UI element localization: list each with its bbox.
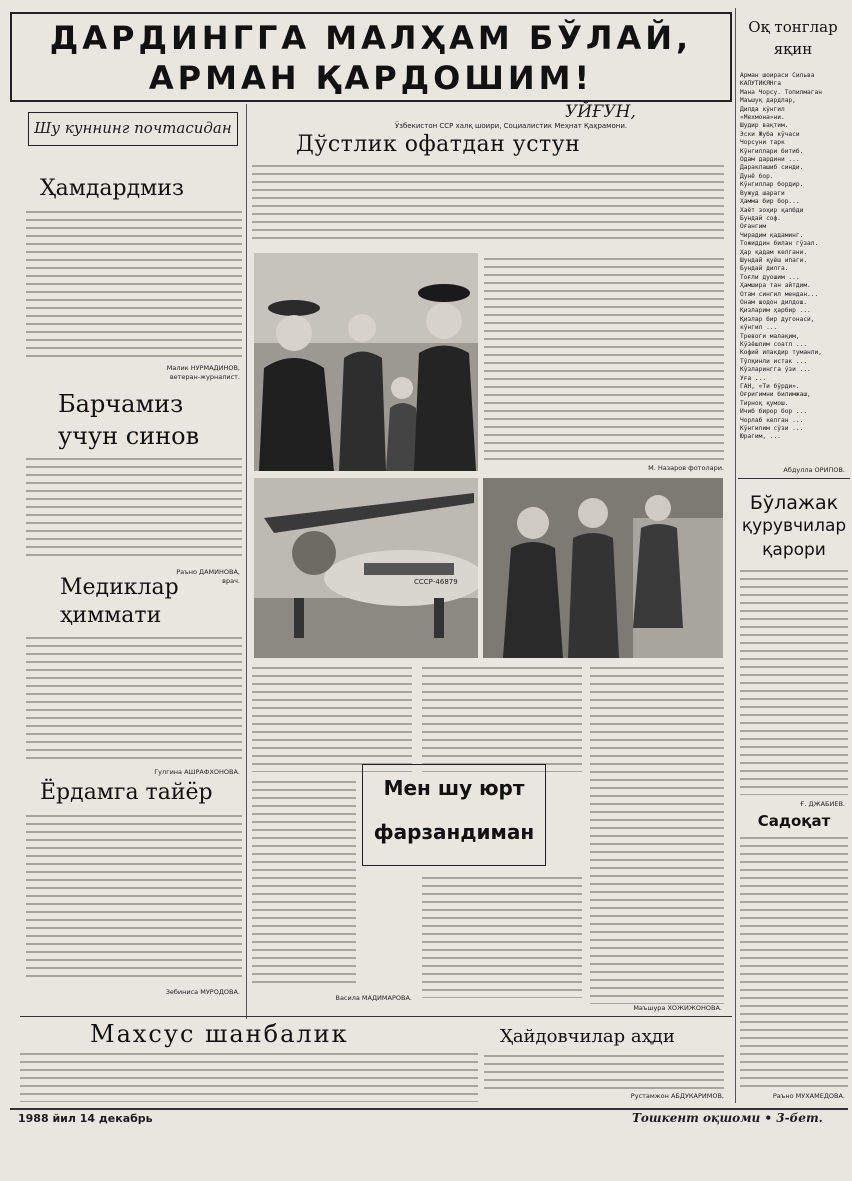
feature-box-title-2: фарзандиман (373, 820, 535, 844)
poem-line: Одам дардини ... (740, 156, 800, 164)
poem-line: Ҳамма бир бор... (740, 198, 800, 206)
poem-line: Уға ... (740, 374, 767, 382)
masthead-banner (10, 12, 732, 102)
left-tag-box (28, 112, 238, 146)
bottom-left-text (20, 1050, 478, 1102)
bottom-right-signature: Рустамжон АБДУКАРИМОВ, (484, 1092, 724, 1100)
poem-line: Эски Жуба кўчаси (740, 130, 800, 138)
feature-box-signature: Васила МАДИМАРОВА. (335, 994, 412, 1002)
left-article-1-text (26, 208, 242, 358)
footer-rule (10, 1108, 848, 1110)
poem-line: Арман шоираси Сильва (740, 72, 815, 79)
center-text-col-1 (252, 664, 412, 772)
bottom-divider (20, 1016, 732, 1017)
left-article-2-title-1: Барчамиз (58, 390, 184, 418)
left-article-1-sig-1: Малик НУРМАДИНОВ, (166, 364, 240, 372)
poem-line: Онам шодон дилдош. (740, 298, 808, 306)
left-article-2-text (26, 455, 242, 559)
poem-line: Кўнгилим сўзи ... (740, 425, 804, 433)
poem-line: «Мехмона»ни. (740, 114, 785, 122)
poem-line: Чирадим қадаминг. (740, 231, 804, 239)
plane-photo (254, 478, 478, 658)
poem-line: Тўлқинли истак ... (740, 357, 808, 365)
poem-line: Маъшуқ дардлар, (740, 97, 796, 105)
poem-line: Ҳар қадам келгани. (740, 248, 808, 256)
poem-line: Ичиб бирор бор ... (740, 408, 808, 416)
right-poem-title-top: Оқ тонглар (748, 18, 838, 36)
left-article-2-title-2: учун синов (58, 422, 200, 450)
masthead-line-1: ДАРДИНГГА МАЛҲАМ БЎЛАЙ, (49, 19, 693, 57)
poem-line: Оғангим (740, 223, 767, 231)
workers-photo-image (483, 478, 723, 658)
right-gift-title-2: қурувчилар (741, 516, 847, 536)
left-article-3-sig: Гулгина АШРАФХОНОВА. (154, 768, 240, 776)
poem-line: Бундай дилга. (740, 265, 789, 273)
photo-caption-text (484, 255, 724, 463)
poem-line: Тожиддин билан гўзал. (740, 240, 819, 248)
right-poem-body (740, 72, 848, 442)
poem-line: Дилда кўнгил (740, 105, 785, 113)
feature-box (362, 764, 546, 866)
poem-line: кўнгил ... (740, 324, 778, 332)
poem-line: Кўнгиллари битиб. (740, 147, 804, 155)
poem-line: Мана Чорсу. Топилмаган (740, 88, 822, 96)
left-article-3-title-1: Медиклар (60, 575, 179, 600)
main-article-text-1 (252, 162, 724, 244)
poem-line: Тоғли дуошим ... (740, 273, 800, 281)
right-gift-title-1: Бўлажак (749, 492, 839, 514)
left-article-4-text (26, 812, 242, 982)
center-text-col-2b (422, 874, 582, 998)
poem-line: Отам сингил мендан... (740, 290, 819, 298)
poem-line: Кофий ипакдир туманли, (740, 349, 822, 357)
poem-line: Вужуд шараги (740, 189, 785, 197)
left-article-2-sig-1: Раъно ДАМИНОВА, (176, 568, 240, 576)
poem-line: Шундай қуёш ипаги. (740, 256, 808, 264)
bottom-right-title: Ҳайдовчилар аҳди (500, 1026, 675, 1047)
poem-line: Тирноқ қумош. (740, 399, 789, 407)
poem-line: Кўнгиллар бордир. (740, 181, 804, 189)
poem-line: Бундай соф. (740, 214, 781, 222)
poem-line: КАПУТИКЯНга (740, 80, 781, 88)
bottom-left-title: Махсус шанбалик (90, 1020, 349, 1048)
center-text-col-1b (252, 778, 356, 988)
byline-author: УЙҒУН, (565, 102, 636, 122)
right-gift-title-3: қарори (762, 540, 826, 560)
right-sadoqat-text (740, 834, 848, 1088)
left-article-4-title: Ёрдамга тайёр (40, 780, 213, 805)
feature-box-title-1: Мен шу юрт (383, 776, 525, 800)
poem-line: Дараклашиб синди. (740, 164, 804, 172)
right-poem-title-bottom: яқин (773, 40, 813, 58)
left-column-rule (246, 104, 247, 1019)
masthead-line-2: АРМАН ҚАРДОШИМ! (148, 59, 594, 97)
photo-caption-signature: М. Назаров фотолари. (648, 464, 724, 472)
left-article-1-sig-2: ветеран-журналист. (169, 373, 240, 381)
left-article-4-sig: Зебиниса МУРОДОВА. (165, 988, 240, 996)
footer-paper: Тошкент оқшоми • 3-бет. (632, 1111, 823, 1125)
poem-line: Ҳамшира тан айтдим. (740, 282, 811, 290)
poem-line: Оғригимни билимжаш, (740, 391, 811, 399)
poem-line: Хаёт зоҳир қалбди (740, 206, 804, 214)
divider (738, 478, 850, 479)
poem-line: Шудир вақтим. (740, 122, 789, 130)
poem-line: Юрагим, ... (740, 433, 781, 441)
center-text-col-3 (590, 664, 724, 1004)
left-article-2-sig-2: врач. (222, 577, 240, 585)
footer-date: 1988 йил 14 декабрь (18, 1112, 153, 1125)
center-middle-signature: Маъшура ХОЖИЖОНОВА. (633, 1004, 722, 1012)
poem-line: Тревоги малақим, (740, 332, 800, 340)
right-bottom-signature: Раъно МУХАМЕДОВА. (772, 1092, 845, 1100)
left-article-3-title-2: ҳиммати (60, 603, 162, 628)
plane-registration: СССР-46879 (414, 578, 458, 586)
center-text-col-2 (422, 664, 582, 772)
right-column-rule (735, 8, 736, 1103)
right-gift-signature: Ғ. ДЖАБИЕВ. (800, 800, 845, 808)
poem-line: Дунё бор. (740, 172, 774, 180)
left-article-3-text (26, 634, 242, 764)
plane-photo-image (254, 478, 478, 658)
poem-line: Чорсуни тарк (740, 139, 785, 147)
right-gift-text (740, 567, 848, 795)
byline-role: Ўзбекистон ССР халқ шоири, Социалистик Меҳнат Қаҳрамони. (395, 122, 628, 130)
poem-line: Қизларим ҳарбир ... (740, 307, 811, 315)
poem-line: Чорлаб келган ... (740, 416, 804, 424)
poem-line: Қизлар бир дугонаси, (740, 315, 815, 323)
pilots-photo (254, 253, 478, 471)
workers-photo (483, 478, 723, 658)
right-poem-signature: Абдулла ОРИПОВ. (783, 466, 845, 474)
right-sadoqat-title: Садоқат (757, 812, 831, 830)
poem-line: ГАН, «Ти бўрди». (740, 383, 800, 391)
left-article-1-title: Ҳамдардмиз (40, 176, 184, 201)
poem-line: Кўзёшлим соатл ... (740, 341, 808, 348)
main-article-title: Дўстлик офатдан устун (296, 132, 581, 157)
poem-line: Кўзларингга ўзи ... (740, 366, 811, 374)
pilots-photo-image (254, 253, 478, 471)
left-tag-label: Шу куннинг почтасидан (34, 119, 232, 137)
